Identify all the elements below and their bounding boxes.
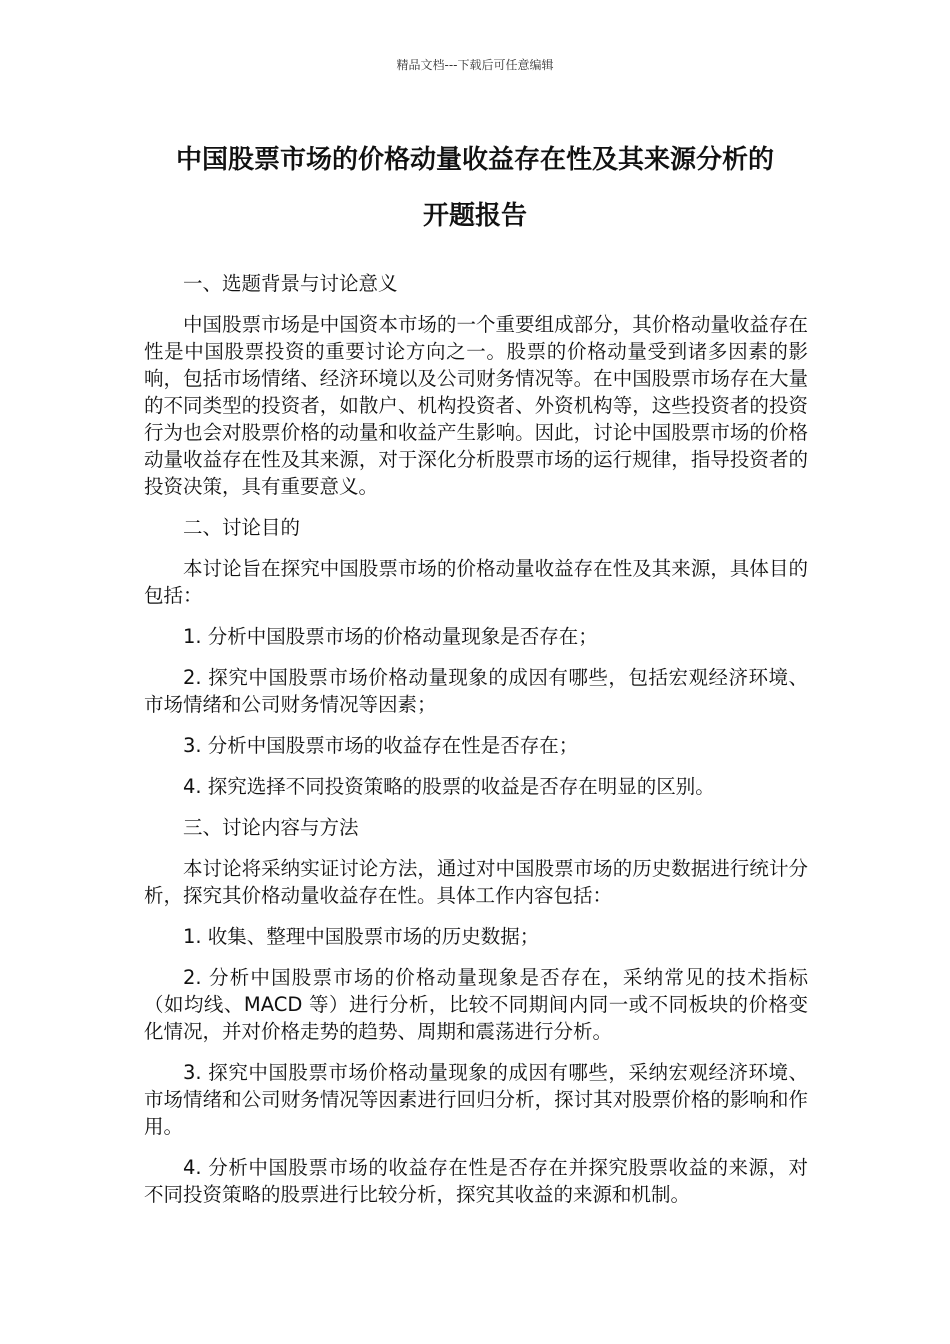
paragraph-background: 中国股票市场是中国资本市场的一个重要组成部分，其价格动量收益存在性是中国股票投资的重要讨论方向之一。股票的价格动量受到诸多因素的影响，包括市场情绪、经济环境以及公司财务情况等。在中国股票市场存在大量的不同类型的投资者，如散户、机构投资者、外资机构等，这些投资者的投资行为也会对股票价格的动量和收益产生影响。因此，讨论中国股票市场的价格动量收益存在性及其来源，对于深化分析股票市场的运行规律，指导投资者的投资决策，具有重要意义。	[144, 313, 808, 498]
section-heading-purpose: 二、讨论目的	[183, 516, 301, 539]
list-item: 2. 探究中国股票市场价格动量现象的成因有哪些，包括宏观经济环境、市场情绪和公司财务情况等因素；	[144, 666, 808, 716]
document-body	[144, 270, 808, 1222]
list-item: 4. 探究选择不同投资策略的股票的收益是否存在明显的区别。	[183, 775, 715, 798]
list-item: 3. 探究中国股票市场价格动量现象的成因有哪些，采纳宏观经济环境、市场情绪和公司财务情况等因素进行回归分析，探讨其对股票价格的影响和作用。	[144, 1061, 808, 1138]
paragraph-content-intro: 本讨论将采纳实证讨论方法，通过对中国股票市场的历史数据进行统计分析，探究其价格动量收益存在性。具体工作内容包括：	[144, 857, 808, 907]
paragraph-purpose-intro: 本讨论旨在探究中国股票市场的价格动量收益存在性及其来源，具体目的包括：	[144, 557, 808, 607]
list-item: 1. 收集、整理中国股票市场的历史数据；	[183, 925, 540, 948]
list-item: 1. 分析中国股票市场的价格动量现象是否存在；	[183, 625, 598, 648]
header-note: 精品文档---下载后可任意编辑	[396, 58, 554, 72]
document-title	[120, 132, 830, 244]
section-heading-background: 一、选题背景与讨论意义	[183, 272, 398, 295]
list-item: 3. 分析中国股票市场的收益存在性是否存在；	[183, 734, 579, 757]
title-line-1: 中国股票市场的价格动量收益存在性及其来源分析的	[175, 145, 774, 175]
section-heading-content-method: 三、讨论内容与方法	[183, 816, 359, 839]
list-item: 4. 分析中国股票市场的收益存在性是否存在并探究股票收益的来源，对不同投资策略的股票进行比较分析，探究其收益的来源和机制。	[144, 1156, 808, 1206]
title-line-2: 开题报告	[422, 201, 527, 231]
list-item: 2. 分析中国股票市场的价格动量现象是否存在，采纳常见的技术指标（如均线、MACD 等）进行分析，比较不同期间内同一或不同板块的价格变化情况，并对价格走势的趋势、周期和震荡进行分析。	[144, 966, 808, 1043]
